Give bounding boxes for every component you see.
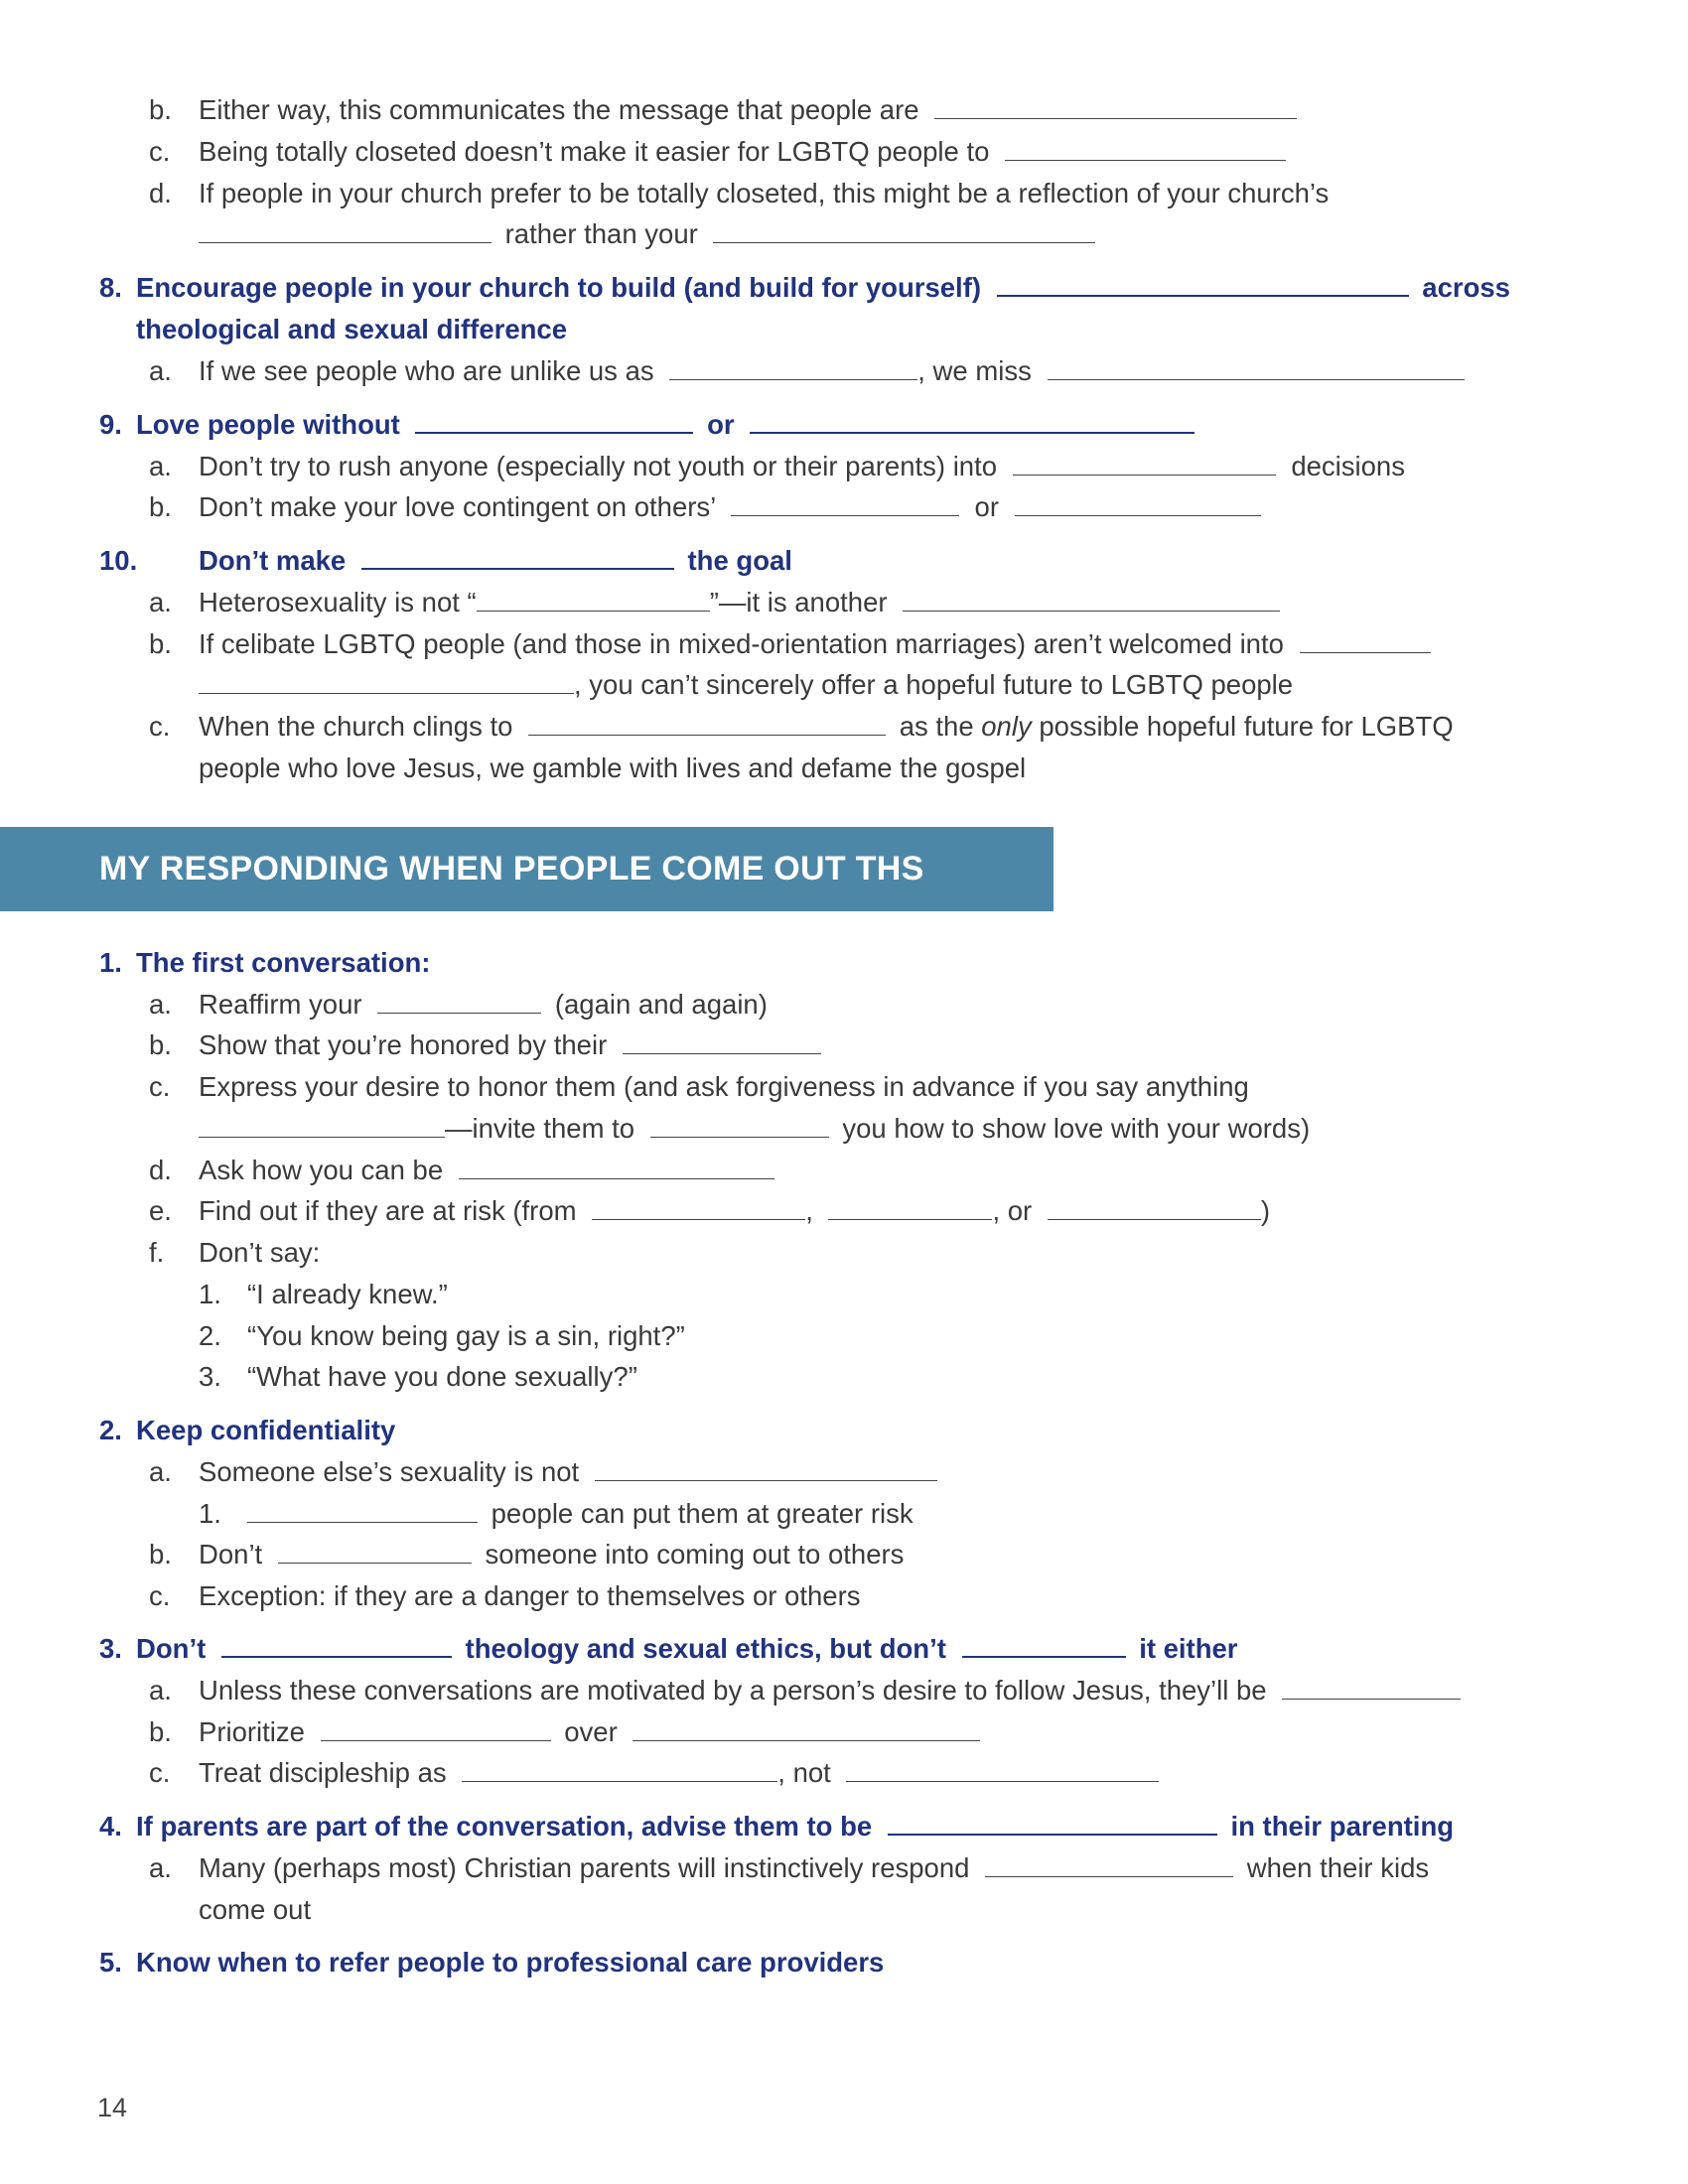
s2-item5-heading (99, 1943, 884, 1982)
item-letter: b. (149, 1539, 172, 1570)
item-text: or (974, 491, 999, 522)
sub-number: 2. (199, 1320, 221, 1351)
item-text: If we see people who are unlike us as (199, 355, 654, 386)
heading-text: The first conversation: (136, 947, 431, 978)
item7-b (149, 90, 1297, 130)
item-text: , not (777, 1757, 831, 1788)
heading-text: it either (1139, 1633, 1238, 1664)
item-letter: c. (149, 1071, 171, 1102)
fill-blank[interactable] (1300, 626, 1431, 653)
s2-item2-b (149, 1535, 904, 1574)
heading-text: across (1422, 272, 1510, 303)
item-number: 3. (99, 1633, 122, 1664)
s2-item3-b (149, 1712, 980, 1752)
fill-blank[interactable] (650, 1111, 829, 1138)
item-text: someone into coming out to others (485, 1539, 905, 1570)
fill-blank[interactable] (731, 489, 959, 516)
item-number: 4. (99, 1811, 122, 1842)
item-text: Heterosexuality is not “ (199, 587, 477, 617)
item-text: Being totally closeted doesn’t make it easier for LGBTQ people to (199, 136, 990, 167)
item-letter: e. (149, 1195, 172, 1226)
fill-blank[interactable] (1048, 1193, 1261, 1220)
heading-text: Love people without (136, 409, 400, 440)
fill-blank[interactable] (199, 1111, 445, 1138)
heading-text: Don’t make (199, 545, 347, 576)
fill-blank[interactable] (846, 1755, 1159, 1782)
s2-item3-heading (99, 1629, 1238, 1669)
item-text: people can put them at greater risk (491, 1498, 914, 1529)
item-text: when their kids (1246, 1852, 1430, 1883)
item-text: Show that you’re honored by their (199, 1029, 608, 1060)
item-letter: b. (149, 628, 172, 659)
item-text: , (805, 1195, 813, 1226)
item-number: 9. (99, 409, 122, 440)
s2-item4-a (149, 1848, 1429, 1888)
fill-blank[interactable] (1048, 353, 1465, 380)
item-letter: a. (149, 355, 172, 386)
heading-text: theological and sexual difference (136, 314, 568, 344)
item-text: Don’t say: (199, 1237, 321, 1268)
item10-b (149, 624, 1431, 664)
section-banner (0, 827, 1054, 911)
item-text: , you can’t sincerely offer a hopeful future to LGBTQ people (574, 669, 1294, 700)
item-text: rather than your (504, 218, 698, 249)
fill-blank[interactable] (962, 1630, 1126, 1658)
item-text: Find out if they are at risk (from (199, 1195, 577, 1226)
heading-text: in their parenting (1230, 1811, 1455, 1842)
item7-c (149, 132, 1286, 172)
item-letter: c. (149, 1580, 171, 1611)
s2-item2-a (149, 1452, 937, 1492)
fill-blank[interactable] (199, 216, 492, 243)
item-number: 8. (99, 272, 122, 303)
item-text: Treat discipleship as (199, 1757, 447, 1788)
s2-item2-a1 (199, 1494, 914, 1534)
item-number: 10. (99, 545, 138, 576)
s2-item1-a (149, 985, 768, 1024)
item8-a (149, 351, 1465, 391)
item-text: When the church clings to (199, 711, 513, 742)
item-text: decisions (1291, 451, 1405, 481)
quote-text: “What have you done sexually?” (247, 1361, 637, 1392)
s2-item4-a-line2 (199, 1890, 311, 1930)
item-letter: a. (149, 1456, 172, 1487)
heading-text: Encourage people in your church to build (and build for yourself) (136, 272, 982, 303)
item9-a (149, 447, 1405, 486)
item-text: Reaffirm your (199, 989, 362, 1020)
s2-item3-a (149, 1671, 1461, 1710)
fill-blank[interactable] (1013, 449, 1276, 476)
page-number: 14 (97, 2093, 128, 2122)
fill-blank[interactable] (321, 1714, 551, 1741)
s2-item2-heading (99, 1411, 395, 1450)
item-text: ) (1260, 1195, 1271, 1226)
s2-quote-2 (199, 1316, 685, 1356)
s2-quote-3 (199, 1357, 637, 1397)
item10-c (149, 707, 1454, 747)
heading-text: the goal (687, 545, 792, 576)
item-text: If people in your church prefer to be totally closeted, this might be a reflection of your church’s (199, 178, 1330, 208)
fill-blank[interactable] (669, 353, 917, 380)
item-letter: d. (149, 1155, 172, 1185)
heading-text: or (707, 409, 735, 440)
s2-item1-c (149, 1067, 1249, 1107)
fill-blank[interactable] (592, 1193, 805, 1220)
item-text: as the (899, 711, 974, 742)
heading-text: Don’t (136, 1633, 207, 1664)
fill-blank[interactable] (828, 1193, 992, 1220)
fill-blank[interactable] (750, 406, 1195, 434)
s2-item1-d (149, 1151, 774, 1190)
s2-item1-f (149, 1233, 320, 1273)
item-text: Don’t (199, 1539, 263, 1570)
item-text: , we miss (917, 355, 1032, 386)
item-text: Don’t make your love contingent on others’ (199, 491, 716, 522)
s2-item4-heading (99, 1807, 1454, 1846)
item-text: possible hopeful future for LGBTQ (1039, 711, 1454, 742)
fill-blank[interactable] (528, 709, 886, 736)
item-number: 2. (99, 1415, 122, 1445)
item-text: , or (992, 1195, 1033, 1226)
fill-blank[interactable] (247, 1496, 478, 1523)
fill-blank[interactable] (278, 1537, 472, 1564)
item-number: 1. (99, 947, 122, 978)
fill-blank[interactable] (1282, 1673, 1461, 1700)
item-letter: a. (149, 989, 172, 1020)
item-text: Someone else’s sexuality is not (199, 1456, 580, 1487)
item7-d-line2 (199, 214, 1095, 254)
quote-text: “You know being gay is a sin, right?” (247, 1320, 685, 1351)
item-text: you how to show love with your words) (842, 1113, 1311, 1144)
fill-blank[interactable] (415, 406, 693, 434)
fill-blank[interactable] (1005, 134, 1286, 161)
item-letter: f. (149, 1237, 165, 1268)
quote-text: “I already knew.” (247, 1279, 448, 1309)
fill-blank[interactable] (888, 1808, 1217, 1836)
s2-item1-b (149, 1025, 821, 1065)
item9-b (149, 487, 1261, 527)
item10-b-line2 (199, 665, 1293, 705)
item-text: Many (perhaps most) Christian parents will instinctively respond (199, 1852, 970, 1883)
section-title: MY RESPONDING WHEN PEOPLE COME OUT THS (99, 850, 924, 887)
item-text: —invite them to (445, 1113, 635, 1144)
item-letter: b. (149, 491, 172, 522)
sub-number: 3. (199, 1361, 221, 1392)
s2-item3-c (149, 1753, 1159, 1793)
fill-blank[interactable] (623, 1027, 821, 1054)
fill-blank[interactable] (595, 1454, 937, 1481)
heading-text: theology and sexual ethics, but don’t (465, 1633, 946, 1664)
item-text: over (564, 1716, 618, 1747)
fill-blank[interactable] (934, 92, 1297, 119)
fill-blank[interactable] (199, 667, 574, 694)
item10-c-line2 (199, 749, 1026, 788)
item-text: Don’t try to rush anyone (especially not youth or their parents) into (199, 451, 998, 481)
fill-blank[interactable] (459, 1153, 774, 1179)
item10-a (149, 583, 1280, 622)
emphasis-text: only (981, 711, 1032, 742)
item-text: Exception: if they are a danger to themselves or others (199, 1580, 861, 1611)
sub-number: 1. (199, 1279, 221, 1309)
item-text: Unless these conversations are motivated by a person’s desire to follow Jesus, they’ll be (199, 1675, 1267, 1706)
item-text: people who love Jesus, we gamble with lives and defame the gospel (199, 752, 1027, 783)
item-letter: a. (149, 451, 172, 481)
item-text: Ask how you can be (199, 1155, 444, 1185)
item-letter: b. (149, 1029, 172, 1060)
fill-blank[interactable] (361, 542, 674, 570)
item-text: Express your desire to honor them (and ask forgiveness in advance if you say anything (199, 1071, 1249, 1102)
item-letter: d. (149, 178, 172, 208)
s2-item2-c (149, 1576, 860, 1616)
heading-text: Keep confidentiality (136, 1415, 396, 1445)
fill-blank[interactable] (1015, 489, 1261, 516)
item8-heading (99, 268, 1510, 308)
sub-number: 1. (199, 1498, 221, 1529)
item-letter: a. (149, 1675, 172, 1706)
item-letter: a. (149, 1852, 172, 1883)
fill-blank[interactable] (713, 216, 1095, 243)
fill-blank[interactable] (462, 1755, 777, 1782)
s2-item1-heading (99, 943, 430, 983)
item-letter: c. (149, 711, 171, 742)
heading-text: If parents are part of the conversation, advise them to be (136, 1811, 873, 1842)
fill-blank[interactable] (903, 585, 1280, 612)
item-text: (again and again) (554, 989, 768, 1020)
heading-text: Know when to refer people to professional care providers (136, 1947, 885, 1978)
item-letter: c. (149, 136, 171, 167)
s2-item1-c-line2 (199, 1109, 1310, 1149)
s2-item1-e (149, 1191, 1270, 1231)
item-number: 5. (99, 1947, 122, 1978)
fill-blank[interactable] (997, 269, 1409, 297)
item-letter: b. (149, 94, 172, 125)
item9-heading (99, 405, 1195, 445)
item-text: ”—it is another (709, 587, 888, 617)
fill-blank[interactable] (633, 1714, 980, 1741)
item-text: Prioritize (199, 1716, 305, 1747)
item-letter: c. (149, 1757, 171, 1788)
fill-blank[interactable] (477, 585, 710, 612)
fill-blank[interactable] (985, 1850, 1233, 1877)
item10-heading (99, 541, 792, 581)
s2-quote-1 (199, 1275, 448, 1314)
fill-blank[interactable] (221, 1630, 452, 1658)
item-letter: a. (149, 587, 172, 617)
item-text: come out (199, 1894, 312, 1925)
fill-blank[interactable] (377, 987, 541, 1014)
item-letter: b. (149, 1716, 172, 1747)
item8-heading-line2 (136, 310, 567, 349)
item7-d (149, 174, 1329, 213)
item-text: Either way, this communicates the message that people are (199, 94, 919, 125)
item-text: If celibate LGBTQ people (and those in mixed-orientation marriages) aren’t welcomed into (199, 628, 1284, 659)
